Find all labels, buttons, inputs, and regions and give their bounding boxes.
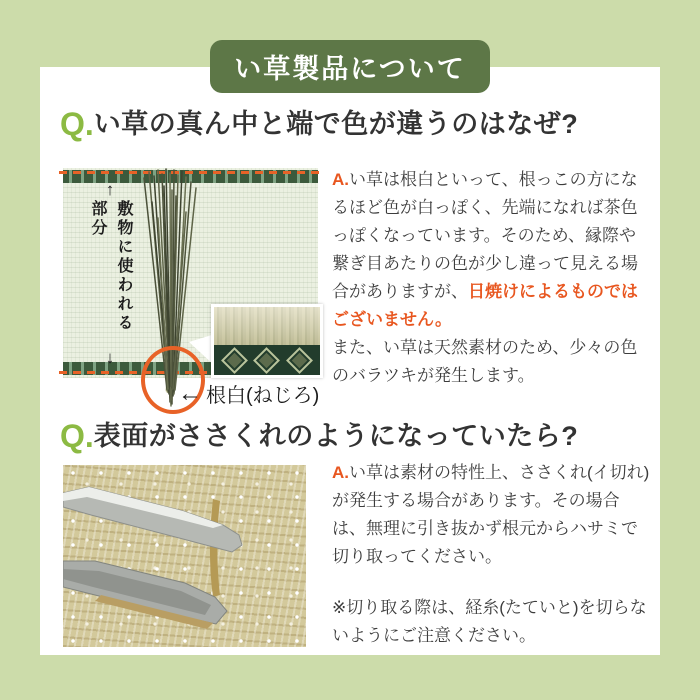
- answer-2-prefix: A.: [332, 463, 349, 482]
- arrow-down-icon: ↓: [105, 348, 115, 367]
- usable-part-text: 敷物に使われる部分: [89, 200, 132, 333]
- tatami-heri-pattern: [214, 345, 320, 375]
- diamond-motif: [221, 347, 248, 374]
- answer-2: [332, 459, 652, 650]
- diamond-motif: [286, 347, 313, 374]
- section-title: い草製品について: [234, 54, 466, 84]
- nejiro-callout: [178, 379, 319, 408]
- answer-1-highlight: 日焼けによるものではございません。: [332, 282, 638, 329]
- answer-2-note: ※切り取る際は、経糸(たていと)を切らないようにご注意ください。: [332, 598, 647, 645]
- figure-igusa-photo: [63, 168, 318, 378]
- usable-part-label: [89, 180, 132, 368]
- answer-1-prefix: A.: [332, 170, 349, 189]
- question-2: [60, 414, 578, 455]
- answer-2-paragraph: [332, 459, 652, 571]
- answer-1-body: い草は根白といって、根っこの方になるほど色が白っぽく、先端になれば茶色っぽくなっています。そのため、縁際や繋ぎ目あたりの色が少し違って見える場合がありますが、: [332, 170, 638, 301]
- question-1: [60, 102, 578, 143]
- question-1-prefix: Q.: [60, 106, 94, 142]
- tatami-strands-closeup: [214, 307, 320, 345]
- diamond-motif: [254, 347, 281, 374]
- arrow-up-icon: ↑: [105, 180, 115, 199]
- question-1-text: い草の真ん中と端で色が違うのはなぜ?: [93, 109, 579, 139]
- answer-1-body2: また、い草は天然素材のため、少々の色のバラツキが発生します。: [332, 338, 638, 385]
- figure-scissors-photo: [63, 465, 306, 647]
- tatami-edge-inset: [211, 304, 323, 378]
- arrow-left-icon: ←: [178, 379, 200, 407]
- nejiro-callout-label: 根白(ねじろ): [206, 385, 320, 407]
- answer-1-paragraph: [332, 166, 652, 334]
- question-2-text: 表面がささくれのようになっていたら?: [93, 421, 579, 451]
- question-2-prefix: Q.: [60, 418, 94, 454]
- scissors-illustration: [63, 465, 306, 647]
- answer-1: [332, 166, 652, 390]
- section-title-banner: [210, 40, 490, 93]
- answer-2-body: い草は素材の特性上、ささくれ(イ切れ)が発生する場合があります。その場合は、無理に引き抜かず根元からハサミで切り取ってください。: [332, 463, 650, 566]
